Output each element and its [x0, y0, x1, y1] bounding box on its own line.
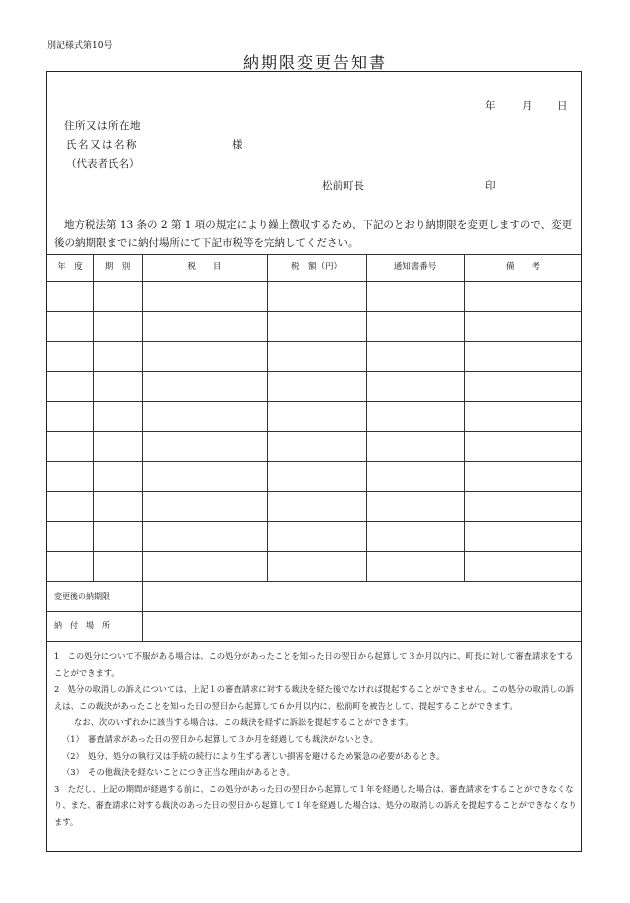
- deadline-row-line: [47, 611, 581, 612]
- table-row-line: [47, 311, 581, 312]
- label-column-line: [142, 581, 143, 641]
- header-notice-number: 通知書番号: [393, 262, 437, 272]
- table-row-line: [47, 521, 581, 522]
- honorific-sama: 様: [232, 139, 243, 151]
- note-2: 2 処分の取消しの訴えについては、上記１の審査請求に対する裁決を経た後でなければ提起することができません。この処分の取消しの訴えは、この裁決があったことを知った日の翌日から起算して６か月以内に、松前町を被告として、提起することができます。: [54, 684, 575, 711]
- table-row-line: [47, 401, 581, 402]
- header-remarks: 備 考: [505, 262, 540, 272]
- name-label: 氏名又は名称: [66, 139, 138, 151]
- table-column-line: [93, 254, 94, 581]
- table-header-line: [47, 281, 581, 282]
- header-tax-amount: 税 額（円）: [290, 262, 342, 272]
- note-2-case-2: （2） 処分、処分の執行又は手続の続行により生ずる著しい損害を避けるため緊急の必要があるとき。: [62, 750, 445, 761]
- table-row-line: [47, 341, 581, 342]
- table-top-line: [47, 254, 581, 255]
- table-row-line: [47, 581, 581, 582]
- document-title: 納期限変更告知書: [242, 53, 387, 72]
- table-column-line: [142, 254, 143, 581]
- table-row-line: [47, 371, 581, 372]
- payment-place-label: 納 付 場 所: [54, 621, 110, 630]
- form-number-label: 別記様式第10号: [47, 41, 113, 51]
- header-year: 年 度: [57, 262, 83, 272]
- seal-mark: 印: [485, 180, 496, 192]
- table-column-line: [366, 254, 367, 581]
- note-1: 1 この処分について不服がある場合は、この処分があったことを知った日の翌日から起算して３か月以内に、町長に対して審査請求をすることができます。: [54, 651, 574, 678]
- note-2-case-1: （1） 審査請求があった日の翌日から起算して３か月を経過しても裁決がないとき。: [62, 733, 378, 744]
- header-tax-item: 税 目: [187, 262, 222, 272]
- table-row-line: [47, 461, 581, 462]
- payment-row-line: [47, 641, 581, 642]
- date-year-label: 年: [485, 100, 496, 112]
- representative-label: （代表者氏名）: [66, 158, 140, 170]
- date-month-label: 月: [522, 100, 533, 112]
- table-row-line: [47, 431, 581, 432]
- notes-section: [54, 648, 578, 831]
- note-2-supplement: なお、次のいずれかに該当する場合は、この裁決を経ずに訴訟を提起することができます。: [74, 717, 414, 728]
- intro-text: [54, 216, 574, 252]
- date-day-label: 日: [557, 100, 568, 112]
- note-2-case-3: （3） その他裁決を経ないことにつき正当な理由があるとき。: [62, 767, 295, 778]
- new-deadline-label: 変更後の納期限: [54, 592, 110, 601]
- table-row-line: [47, 551, 581, 552]
- intro-text-body: 地方税法第 13 条の 2 第 1 項の規定により繰上徴収するため、下記のとおり納期限を変更しますので、変更後の納期限までに納付場所にて下記市税等を完納してください。: [54, 219, 573, 249]
- table-column-line: [267, 254, 268, 581]
- table-row-line: [47, 491, 581, 492]
- table-column-line: [464, 254, 465, 581]
- header-period: 期 別: [104, 262, 131, 272]
- note-3: 3 ただし、上記の期間が経過する前に、この処分があった日の翌日から起算して１年を経過した場合は、審査請求をすることができなくなり、また、審査請求に対する裁決のあった日の翌日から起算して１年を経過した場合は、処分の取消しの訴えを提起することができなくなります。: [54, 783, 577, 827]
- address-label: 住所又は所在地: [64, 120, 141, 132]
- issuer-name: 松前町長: [322, 180, 364, 192]
